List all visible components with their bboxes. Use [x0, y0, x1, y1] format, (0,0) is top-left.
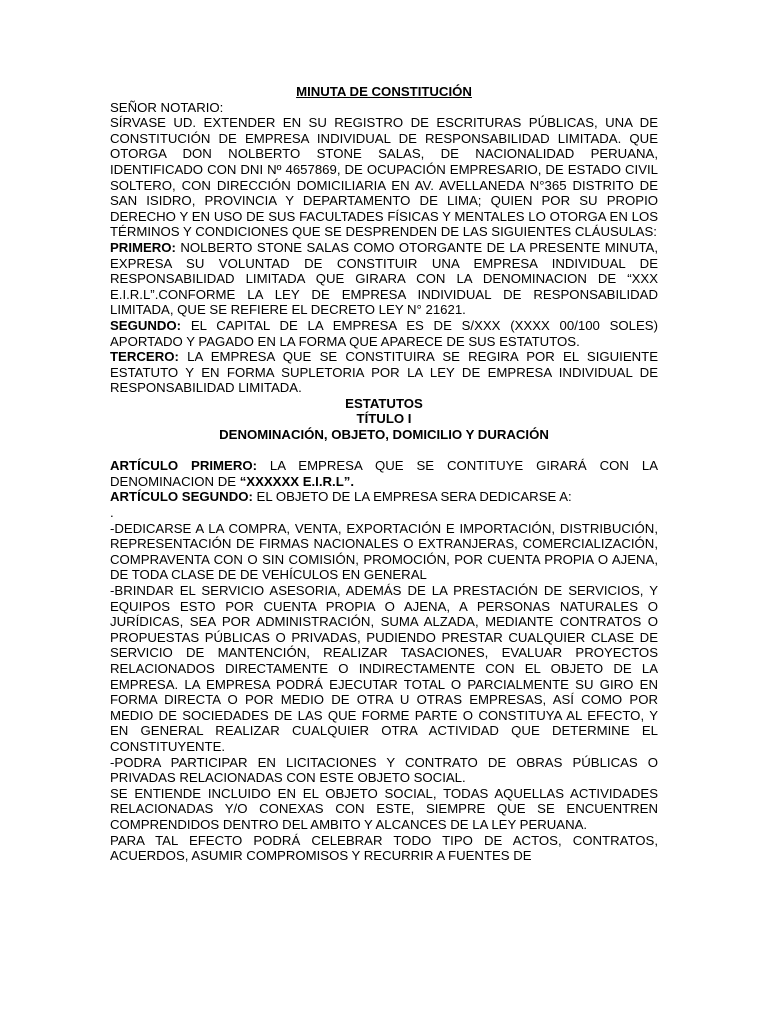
article-label: ARTÍCULO PRIMERO:: [110, 458, 257, 474]
article-text: EL OBJETO DE LA EMPRESA SERA DEDICARSE A:: [252, 489, 572, 505]
article-primero: [110, 458, 658, 489]
clause-label: TERCERO:: [110, 349, 179, 365]
statutes-heading: ESTATUTOS: [345, 395, 423, 411]
object-paragraph-tenders: -PODRA PARTICIPAR EN LICITACIONES Y CONTRATO DE OBRAS PÚBLICAS O PRIVADAS RELACIONADAS CON ESTE OBJETO SOCIAL.: [110, 754, 658, 786]
clause-tercero: [110, 349, 658, 396]
salutation: SEÑOR NOTARIO:: [110, 99, 224, 115]
object-paragraph-services: -BRINDAR EL SERVICIO ASESORIA, ADEMÁS DE LA PRESTACIÓN DE SERVICIOS, Y EQUIPOS ESTO POR CUENTA PROPIA O AJENA, A PERSONAS NATURALES O JURÍDICAS, SEA POR ADMINISTRACIÓN, SUMA ALZADA, MEDIANTE CONTRATOS O PROPUESTAS PÚBLICAS O PRIVADAS, PUDIENDO PRESTAR CUALQUIER CLASE DE SERVICIO DE MANTENCIÓN, REALIZAR TASACIONES, EVALUAR PROYECTOS RELACIONADOS DIRECTAMENTE O INDIRECTAMENTE CON EL OBJETO DE LA EMPRESA. LA EMPRESA PODRÁ EJECUTAR TOTAL O PARCIALMENTE SU GIRO EN FORMA DIRECTA O POR MEDIO DE OTRA U OTRAS EMPRESAS, ASÍ COMO POR MEDIO DE SOCIEDADES DE LAS QUE FORME PARTE O CONSTITUYA AL EFECTO, Y EN GENERAL REALIZAR CUALQUIER OTRA ACTIVIDAD QUE DETERMINE EL CONSTITUYENTE.: [110, 583, 658, 754]
spacer: [110, 443, 658, 459]
clause-text: NOLBERTO STONE SALAS COMO OTORGANTE DE LA PRESENTE MINUTA, EXPRESA SU VOLUNTAD DE CONSTITUIR UNA EMPRESA INDIVIDUAL DE RESPONSABILIDAD LIMITADA QUE GIRARA CON LA DENOMINACION DE “XXX E.I.R.L”.CONFORME LA LEY DE EMPRESA INDIVIDUAL DE RESPONSABILIDAD LIMITADA, QUE SE REFIERE EL DECRETO LEY N° 21621.: [110, 239, 658, 318]
object-paragraph-related: SE ENTIENDE INCLUIDO EN EL OBJETO SOCIAL, TODAS AQUELLAS ACTIVIDADES RELACIONADAS Y/O CONEXAS CON ESTE, SIEMPRE QUE SE ENCUENTREN COMPRENDIDOS DENTRO DEL AMBITO Y ALCANCES DE LA LEY PERUANA.: [110, 785, 658, 832]
clause-segundo: [110, 318, 658, 349]
document-title-text: MINUTA DE CONSTITUCIÓN: [296, 84, 472, 99]
dot-line: .: [110, 505, 114, 521]
object-paragraph-vehicles: -DEDICARSE A LA COMPRA, VENTA, EXPORTACIÓN E IMPORTACIÓN, DISTRIBUCIÓN, REPRESENTACIÓN DE FIRMAS NACIONALES O EXTRANJERAS, COMERCIALIZACIÓN, COMPRAVENTA CON O SIN COMISIÓN, PROMOCIÓN, POR CUENTA PROPIA O AJENA, DE TODA CLASE DE DE VEHÍCULOS EN GENERAL: [110, 520, 658, 583]
object-paragraph-acts: PARA TAL EFECTO PODRÁ CELEBRAR TODO TIPO DE ACTOS, CONTRATOS, ACUERDOS, ASUMIR COMPROMISOS Y RECURRIR A FUENTES DE: [110, 832, 658, 864]
document-title: [110, 84, 658, 100]
section-heading: DENOMINACIÓN, OBJETO, DOMICILIO Y DURACIÓN: [219, 427, 549, 443]
article-segundo: [110, 489, 658, 505]
clause-label: SEGUNDO:: [110, 317, 182, 333]
intro-paragraph: SÍRVASE UD. EXTENDER EN SU REGISTRO DE ESCRITURAS PÚBLICAS, UNA DE CONSTITUCIÓN DE EMPRESA INDIVIDUAL DE RESPONSABILIDAD LIMITADA. QUE OTORGA DON NOLBERTO STONE SALAS, DE NACIONALIDAD PERUANA, IDENTIFICADO CON DNI Nº 4657869, DE OCUPACIÓN EMPRESARIO, DE ESTADO CIVIL SOLTERO, CON DIRECCIÓN DOMICILIARIA EN AV. AVELLANEDA N°365 DISTRITO DE SAN ISIDRO, PROVINCIA Y DEPARTAMENTO DE LIMA; QUIEN POR SU PROPIO DERECHO Y EN USO DE SUS FACULTADES FÍSICAS Y MENTALES LO OTORGA EN LOS TÉRMINOS Y CONDICIONES QUE SE DESPRENDEN DE LAS SIGUIENTES CLÁUSULAS:: [110, 115, 658, 240]
company-name: “XXXXXX E.I.R.L”.: [239, 473, 355, 489]
document-body: [110, 84, 658, 864]
clause-text: LA EMPRESA QUE SE CONSTITUIRA SE REGIRA POR EL SIGUIENTE ESTATUTO Y EN FORMA SUPLETORIA POR LA LEY DE EMPRESA INDIVIDUAL DE RESPONSABILIDAD LIMITADA.: [110, 349, 658, 396]
article-text: LA EMPRESA QUE SE CONTITUYE GIRARÁ CON LA DENOMINACION DE: [110, 458, 658, 489]
clause-label: PRIMERO:: [110, 239, 176, 255]
clause-text: EL CAPITAL DE LA EMPRESA ES DE S/XXX (XXXX 00/100 SOLES) APORTADO Y PAGADO EN LA FORMA QUE APARECE DE SUS ESTATUTOS.: [110, 317, 658, 349]
title-heading: TÍTULO I: [356, 411, 412, 427]
clause-primero: [110, 240, 658, 318]
article-label: ARTÍCULO SEGUNDO:: [110, 489, 253, 505]
